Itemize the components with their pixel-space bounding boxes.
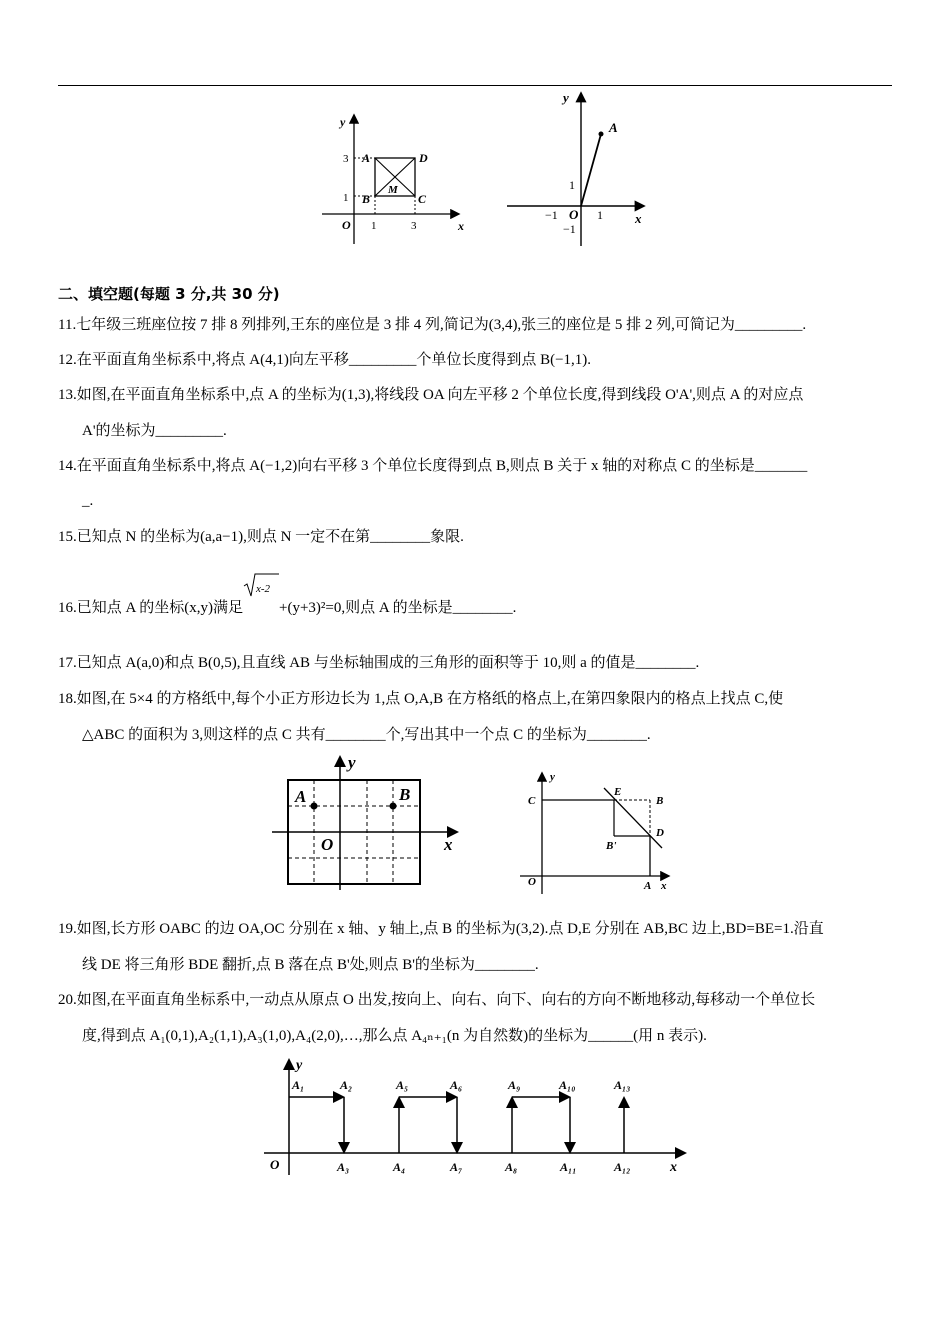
label-y: y bbox=[550, 771, 555, 783]
label-b: B bbox=[656, 795, 664, 807]
question-18-line2: △ABC 的面积为 3,则这样的点 C 共有________个,写出其中一个点 C 的坐标为________. bbox=[82, 727, 651, 743]
label-o: O bbox=[569, 207, 579, 222]
label-o: O bbox=[342, 218, 351, 232]
question-17: 17.已知点 A(a,0)和点 B(0,5),且直线 AB 与坐标轴围成的三角形的面积等于 10,则 a 的值是________. bbox=[58, 655, 700, 671]
question-20-line2: 度,得到点 A₁(0,1),A₂(1,1),A₃(1,0),A₄(2,0),…,那么点 A₄ₙ₊₁(n 为自然数)的坐标为______(用 n 表示). bbox=[82, 1028, 707, 1044]
q16-radicand: x-2 bbox=[256, 583, 271, 595]
label-x: x bbox=[661, 880, 667, 892]
label-x: x bbox=[670, 1160, 677, 1175]
label-e: E bbox=[614, 786, 622, 798]
label-b: B bbox=[399, 785, 411, 804]
label-c: C bbox=[418, 192, 427, 206]
question-11: 11.七年级三班座位按 7 排 8 列排列,王东的座位是 3 排 4 列,简记为(3,4),张三的座位是 5 排 2 列,可简记为_________. bbox=[58, 317, 807, 333]
label-b-prime: B' bbox=[606, 840, 617, 852]
label-a8: A₈ bbox=[505, 1160, 518, 1174]
sqrt-symbol bbox=[243, 583, 279, 612]
label-x: x bbox=[458, 219, 464, 233]
point-a bbox=[599, 132, 604, 137]
label-a11: A₁₁ bbox=[560, 1160, 577, 1174]
label-o: O bbox=[528, 876, 536, 888]
label-y: y bbox=[296, 1058, 303, 1073]
label-a6: A₆ bbox=[450, 1078, 463, 1092]
top-rule bbox=[58, 85, 892, 86]
question-13-line2: A'的坐标为_________. bbox=[82, 423, 227, 439]
segment-oa bbox=[581, 134, 601, 206]
label-a4: A₄ bbox=[393, 1160, 406, 1174]
question-12: 12.在平面直角坐标系中,将点 A(4,1)向左平移_________个单位长度得到点 B(−1,1). bbox=[58, 352, 592, 368]
question-15: 15.已知点 N 的坐标为(a,a−1),则点 N 一定不在第________象限. bbox=[58, 529, 464, 545]
label-x: x bbox=[635, 211, 642, 226]
label-a9: A₉ bbox=[508, 1078, 521, 1092]
label-a: A bbox=[644, 880, 652, 892]
tick-y3: 3 bbox=[343, 153, 349, 165]
tick-y1: 1 bbox=[569, 178, 575, 192]
label-a2: A₂ bbox=[340, 1078, 353, 1092]
label-b: B bbox=[362, 192, 371, 206]
label-a: A bbox=[609, 120, 618, 135]
grid-figure bbox=[268, 752, 463, 892]
question-16 bbox=[58, 583, 517, 617]
tick-x1: 1 bbox=[597, 208, 603, 222]
question-14-line2: _. bbox=[82, 493, 94, 509]
label-a: A bbox=[295, 787, 307, 806]
question-19-line2: 线 DE 将三角形 BDE 翻折,点 B 落在点 B'处,则点 B'的坐标为________. bbox=[82, 957, 539, 973]
label-a3: A₃ bbox=[337, 1160, 350, 1174]
label-a7: A₇ bbox=[450, 1160, 463, 1174]
label-d: D bbox=[419, 151, 428, 165]
q16-before: 16.已知点 A 的坐标(x,y)满足 bbox=[58, 600, 243, 616]
label-o: O bbox=[270, 1157, 280, 1172]
label-a12: A₁₂ bbox=[614, 1160, 631, 1174]
tick-xm1: −1 bbox=[545, 208, 558, 222]
question-19-line1: 19.如图,长方形 OABC 的边 OA,OC 分别在 x 轴、y 轴上,点 B 的坐标为(3,2).点 D,E 分别在 AB,BC 边上,BD=BE=1.沿直 bbox=[58, 921, 824, 937]
q16-after: +(y+3)²=0,则点 A 的坐标是________. bbox=[279, 600, 517, 616]
path-figure bbox=[262, 1055, 692, 1180]
point-a bbox=[311, 803, 318, 810]
label-a: A bbox=[362, 151, 371, 165]
question-20-line1: 20.如图,在平面直角坐标系中,一动点从原点 O 出发,按向上、向右、向下、向右的方向不断地移动,每移动一个单位长 bbox=[58, 992, 816, 1008]
label-y: y bbox=[563, 90, 569, 105]
label-y: y bbox=[340, 115, 346, 129]
question-18-line1: 18.如图,在 5×4 的方格纸中,每个小正方形边长为 1,点 O,A,B 在方格纸的格点上,在第四象限内的格点上找点 C,使 bbox=[58, 691, 784, 707]
label-a13: A₁₃ bbox=[614, 1078, 631, 1092]
label-d: D bbox=[656, 827, 664, 839]
label-m: M bbox=[388, 184, 398, 196]
fold-line-de bbox=[604, 788, 662, 848]
segment-figure bbox=[505, 88, 655, 248]
label-y: y bbox=[348, 753, 356, 772]
label-c: C bbox=[528, 795, 536, 807]
tick-y1: 1 bbox=[343, 192, 349, 204]
label-a5: A₅ bbox=[396, 1078, 409, 1092]
label-a1: A₁ bbox=[292, 1078, 305, 1092]
label-x: x bbox=[444, 835, 453, 854]
tick-ym1: −1 bbox=[563, 222, 576, 236]
label-o: O bbox=[321, 835, 334, 854]
tick-x1: 1 bbox=[371, 220, 377, 232]
question-14-line1: 14.在平面直角坐标系中,将点 A(−1,2)向右平移 3 个单位长度得到点 B,则点 B 关于 x 轴的对称点 C 的坐标是_______ bbox=[58, 458, 808, 474]
section-heading: 二、填空题(每题 3 分,共 30 分) bbox=[58, 285, 280, 303]
question-13-line1: 13.如图,在平面直角坐标系中,点 A 的坐标为(1,3),将线段 OA 向左平移 2 个单位长度,得到线段 O'A',则点 A 的对应点 bbox=[58, 387, 804, 403]
tick-x3: 3 bbox=[411, 220, 417, 232]
square-figure bbox=[320, 110, 470, 250]
rect-figure bbox=[518, 770, 678, 895]
label-a10: A₁₀ bbox=[559, 1078, 576, 1092]
point-b bbox=[390, 803, 397, 810]
